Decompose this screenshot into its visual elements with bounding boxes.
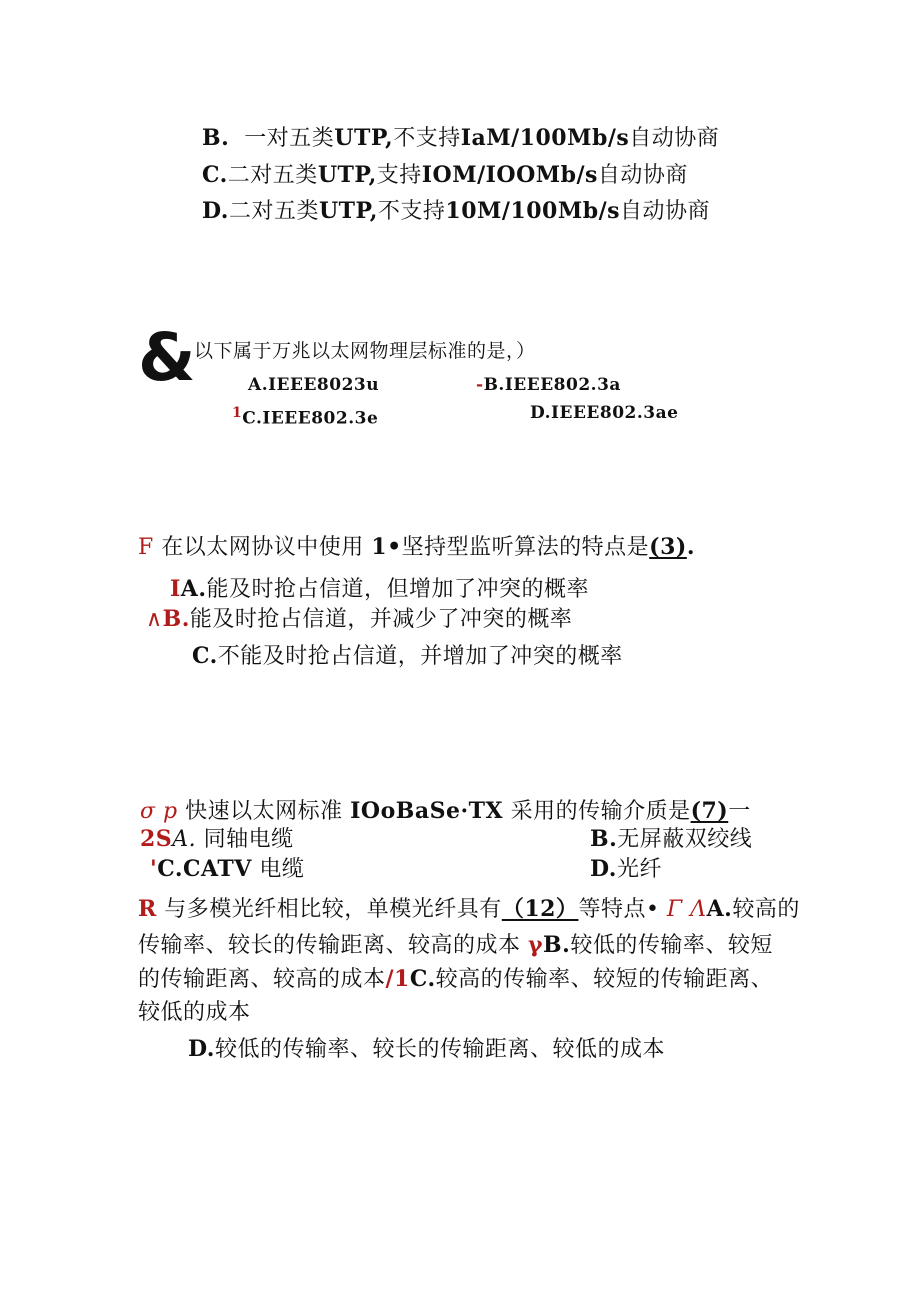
option-text: 较低的传输率、较长的传输距离、较低的成本 xyxy=(214,1037,665,1062)
prev-option-b xyxy=(202,123,719,154)
option-utp: UTP, xyxy=(318,198,378,224)
question-end: . xyxy=(686,534,695,560)
question-marker: F xyxy=(138,535,154,560)
qf-option-b xyxy=(146,604,572,635)
option-letter: D. xyxy=(188,1036,215,1062)
option-text: 传输率、较长的传输距离、较高的成本 xyxy=(138,933,521,958)
option-mark: I xyxy=(170,576,181,602)
question-end: 一 xyxy=(728,799,751,824)
question-text: 采用的传输介质是 xyxy=(510,799,691,824)
option-mark: γ xyxy=(528,932,544,958)
option-text: 较低的传输率、较短 xyxy=(570,933,773,958)
qr-option-d xyxy=(188,1034,665,1065)
option-letter: D. xyxy=(202,198,229,224)
option-text: C.IEEE802.3e xyxy=(242,408,379,429)
option-mark: - xyxy=(476,375,484,395)
option-speed: IaM/100Mb/s xyxy=(460,125,630,151)
option-speed: 10M/100Mb/s xyxy=(445,198,621,224)
option-letter: C. xyxy=(409,966,436,992)
option-utp: UTP, xyxy=(317,162,377,188)
option-mark: ∧ xyxy=(146,607,163,632)
option-letter: A. xyxy=(706,896,733,922)
option-letter: B. xyxy=(543,932,571,958)
prev-option-c xyxy=(202,160,688,191)
option-text: 无屏蔽双绞线 xyxy=(617,827,753,852)
q8-option-c xyxy=(232,398,378,434)
option-text: 能及时抢占信道，并减少了冲突的概率 xyxy=(189,607,573,632)
question-text: 坚持型监听算法的特点是 xyxy=(401,535,650,560)
qr-line-2 xyxy=(138,930,773,961)
q8-option-a: A.IEEE8023u xyxy=(248,375,380,395)
option-mid: 不支持 xyxy=(393,126,461,151)
answer-blank: （12） xyxy=(501,896,579,922)
question-marker-ampersand: & xyxy=(138,319,196,396)
option-mark: ' xyxy=(150,856,158,882)
qf-option-a xyxy=(170,574,589,605)
answer-blank: (3) xyxy=(649,534,687,560)
option-mid: 不支持 xyxy=(377,199,446,224)
option-text: 能及时抢占信道，但增加了冲突的概率 xyxy=(206,577,590,602)
option-text: 不能及时抢占信道，并增加了冲突的概率 xyxy=(217,644,623,669)
q8-question: 以下属于万兆以太网物理层标准的是，） xyxy=(194,340,536,362)
q8-option-b xyxy=(476,370,621,400)
qf-question xyxy=(138,532,695,563)
option-mark: 1 xyxy=(232,405,243,421)
option-mark: /1 xyxy=(385,966,410,992)
question-text: 快速以太网标准 xyxy=(185,799,343,824)
option-text: 光纤 xyxy=(616,857,662,882)
option-text: 二对五类 xyxy=(228,199,319,224)
option-end: 自动协商 xyxy=(620,199,711,224)
qf-option-c xyxy=(192,641,623,672)
qsp-question xyxy=(140,796,751,827)
option-mark: 2S xyxy=(140,826,173,852)
option-letter: A. xyxy=(180,576,207,602)
prev-option-d xyxy=(202,196,710,227)
option-text: 一对五类 xyxy=(244,126,335,151)
option-mark: Γ Λ xyxy=(666,897,707,922)
question-text: 与多模光纤相比较，单模光纤具有 xyxy=(164,897,502,922)
option-letter: B. xyxy=(590,826,618,852)
qsp-option-b xyxy=(590,824,752,855)
q8-option-d: D.IEEE802.3ae xyxy=(530,403,679,423)
qsp-option-c xyxy=(150,854,304,885)
option-text: 电缆 xyxy=(259,857,305,882)
question-text: 在以太网协议中使用 xyxy=(161,535,364,560)
question-standard: IOoBaSe·TX xyxy=(350,798,504,824)
qr-line-4: 较低的成本 xyxy=(138,1000,251,1025)
question-marker: R xyxy=(138,896,157,922)
option-text: 较高的 xyxy=(732,897,800,922)
option-end: 自动协商 xyxy=(597,163,688,188)
qr-line-1 xyxy=(138,894,800,925)
qr-line-3 xyxy=(138,964,773,995)
qsp-option-d xyxy=(590,854,662,885)
option-speed: IOM/IOOMb/s xyxy=(421,162,598,188)
option-letter: C. xyxy=(202,162,228,188)
option-letter: B. xyxy=(202,125,230,151)
option-text: B.IEEE802.3a xyxy=(483,375,621,395)
question-term: 1• xyxy=(371,534,402,560)
option-utp: UTP, xyxy=(334,125,394,151)
question-marker: σ p xyxy=(140,799,178,824)
option-text: 同轴电缆 xyxy=(203,827,294,852)
answer-blank: (7) xyxy=(690,798,729,824)
option-letter: C.CATV xyxy=(157,856,252,882)
option-letter: D. xyxy=(590,856,617,882)
option-text: 的传输距离、较高的成本 xyxy=(138,967,386,992)
option-letter: B. xyxy=(162,606,190,632)
option-text: 较高的传输率、较短的传输距离、 xyxy=(435,967,774,992)
qsp-option-a xyxy=(140,824,294,855)
option-end: 自动协商 xyxy=(629,126,720,151)
option-text: 二对五类 xyxy=(227,163,318,188)
option-letter: C. xyxy=(192,643,218,669)
option-mid: 支持 xyxy=(376,163,422,188)
option-letter: A. xyxy=(172,827,197,852)
question-text: 等特点• xyxy=(578,897,660,922)
